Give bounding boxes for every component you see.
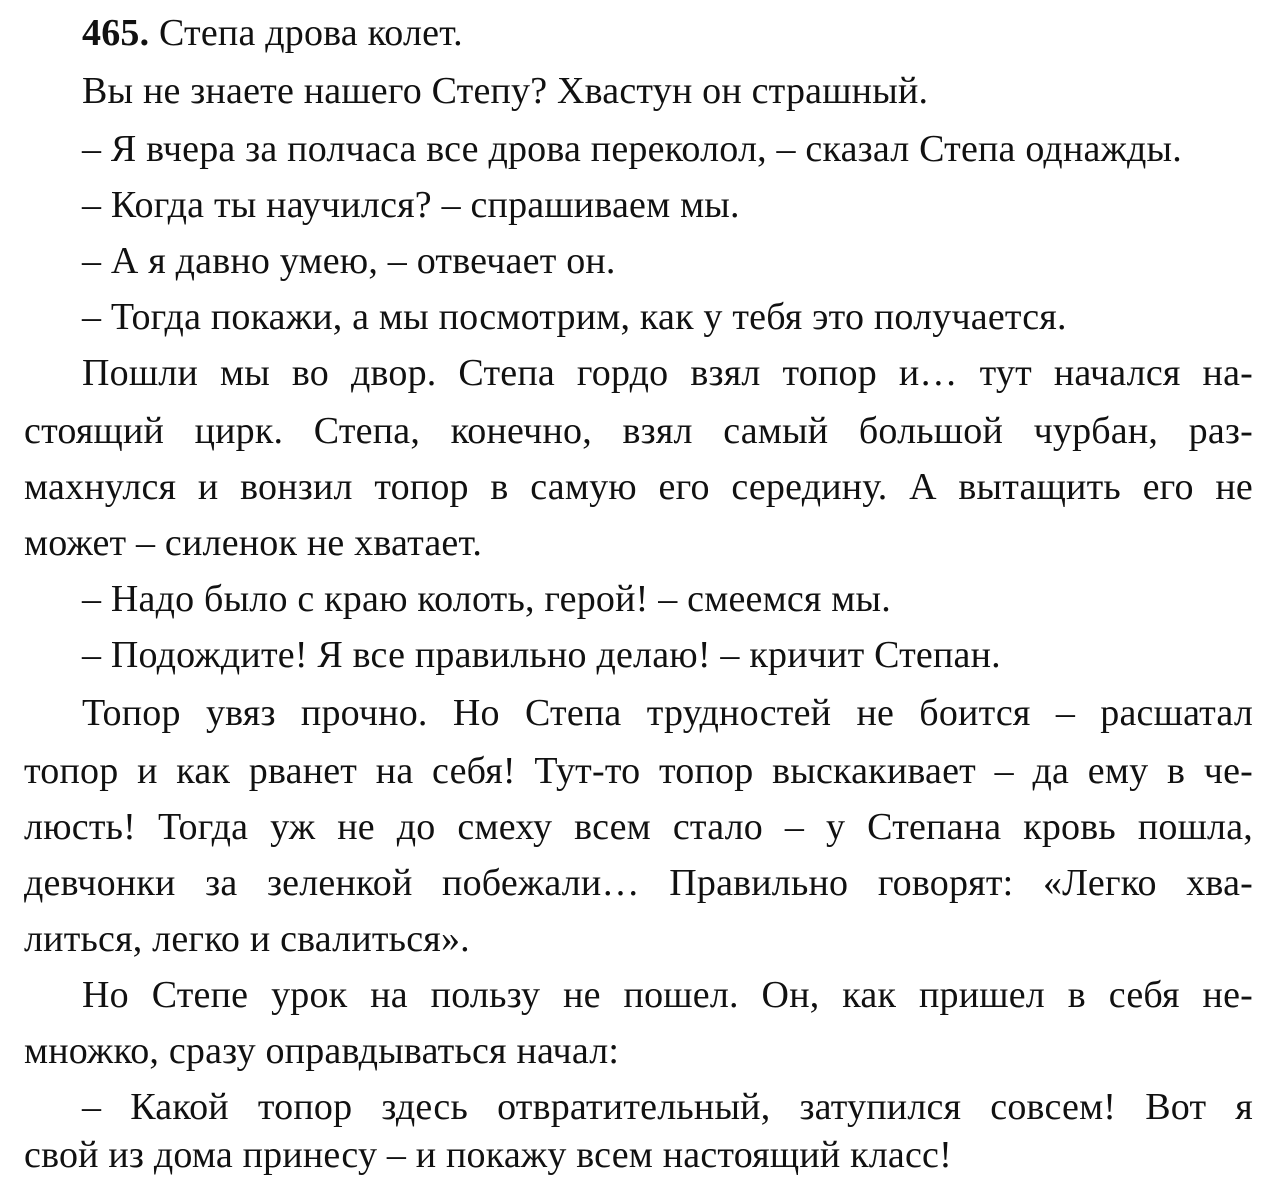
text-line: множко, сразу оправдываться начал: bbox=[24, 1030, 620, 1072]
text-line: Пошли мы во двор. Степа гордо взял топор и… тут начался на- bbox=[82, 352, 1253, 394]
exercise-number: 465. bbox=[82, 12, 150, 54]
text-line: литься, легко и свалиться». bbox=[24, 918, 470, 960]
text-line: – Подождите! Я все правильно делаю! – кричит Степан. bbox=[82, 634, 1001, 676]
text-line: Топор увяз прочно. Но Степа трудностей не боится – расшатал bbox=[82, 692, 1253, 734]
text-line: – Какой топор здесь отвратительный, затупился совсем! Вот я bbox=[82, 1086, 1253, 1128]
text-line: – Надо было с краю колоть, герой! – смеемся мы. bbox=[82, 578, 891, 620]
exercise-title: Степа дрова колет. bbox=[159, 12, 463, 54]
text-line: стоящий цирк. Степа, конечно, взял самый большой чурбан, раз- bbox=[24, 410, 1253, 452]
text-line: Но Степе урок на пользу не пошел. Он, как пришел в себя не- bbox=[82, 974, 1253, 1016]
text-line: может – силенок не хватает. bbox=[24, 522, 483, 564]
text-line: – Я вчера за полчаса все дрова переколол, – сказал Степа однажды. bbox=[82, 128, 1182, 170]
text-line: – Тогда покажи, а мы посмотрим, как у тебя это получается. bbox=[82, 296, 1067, 338]
text-line: махнулся и вонзил топор в самую его середину. А вытащить его не bbox=[24, 466, 1253, 508]
text-line: люсть! Тогда уж не до смеху всем стало – у Степана кровь пошла, bbox=[24, 806, 1253, 848]
exercise-heading bbox=[82, 8, 1253, 58]
text-line: топор и как рванет на себя! Тут-то топор выскакивает – да ему в че- bbox=[24, 750, 1253, 792]
text-line: девчонки за зеленкой побежали… Правильно говорят: «Легко хва- bbox=[24, 862, 1253, 904]
text-line: свой из дома принесу – и покажу всем настоящий класс! bbox=[24, 1134, 952, 1176]
text-line: – Когда ты научился? – спрашиваем мы. bbox=[82, 184, 740, 226]
text-line: – А я давно умею, – отвечает он. bbox=[82, 240, 616, 282]
text-line: Вы не знаете нашего Степу? Хвастун он страшный. bbox=[82, 70, 929, 112]
